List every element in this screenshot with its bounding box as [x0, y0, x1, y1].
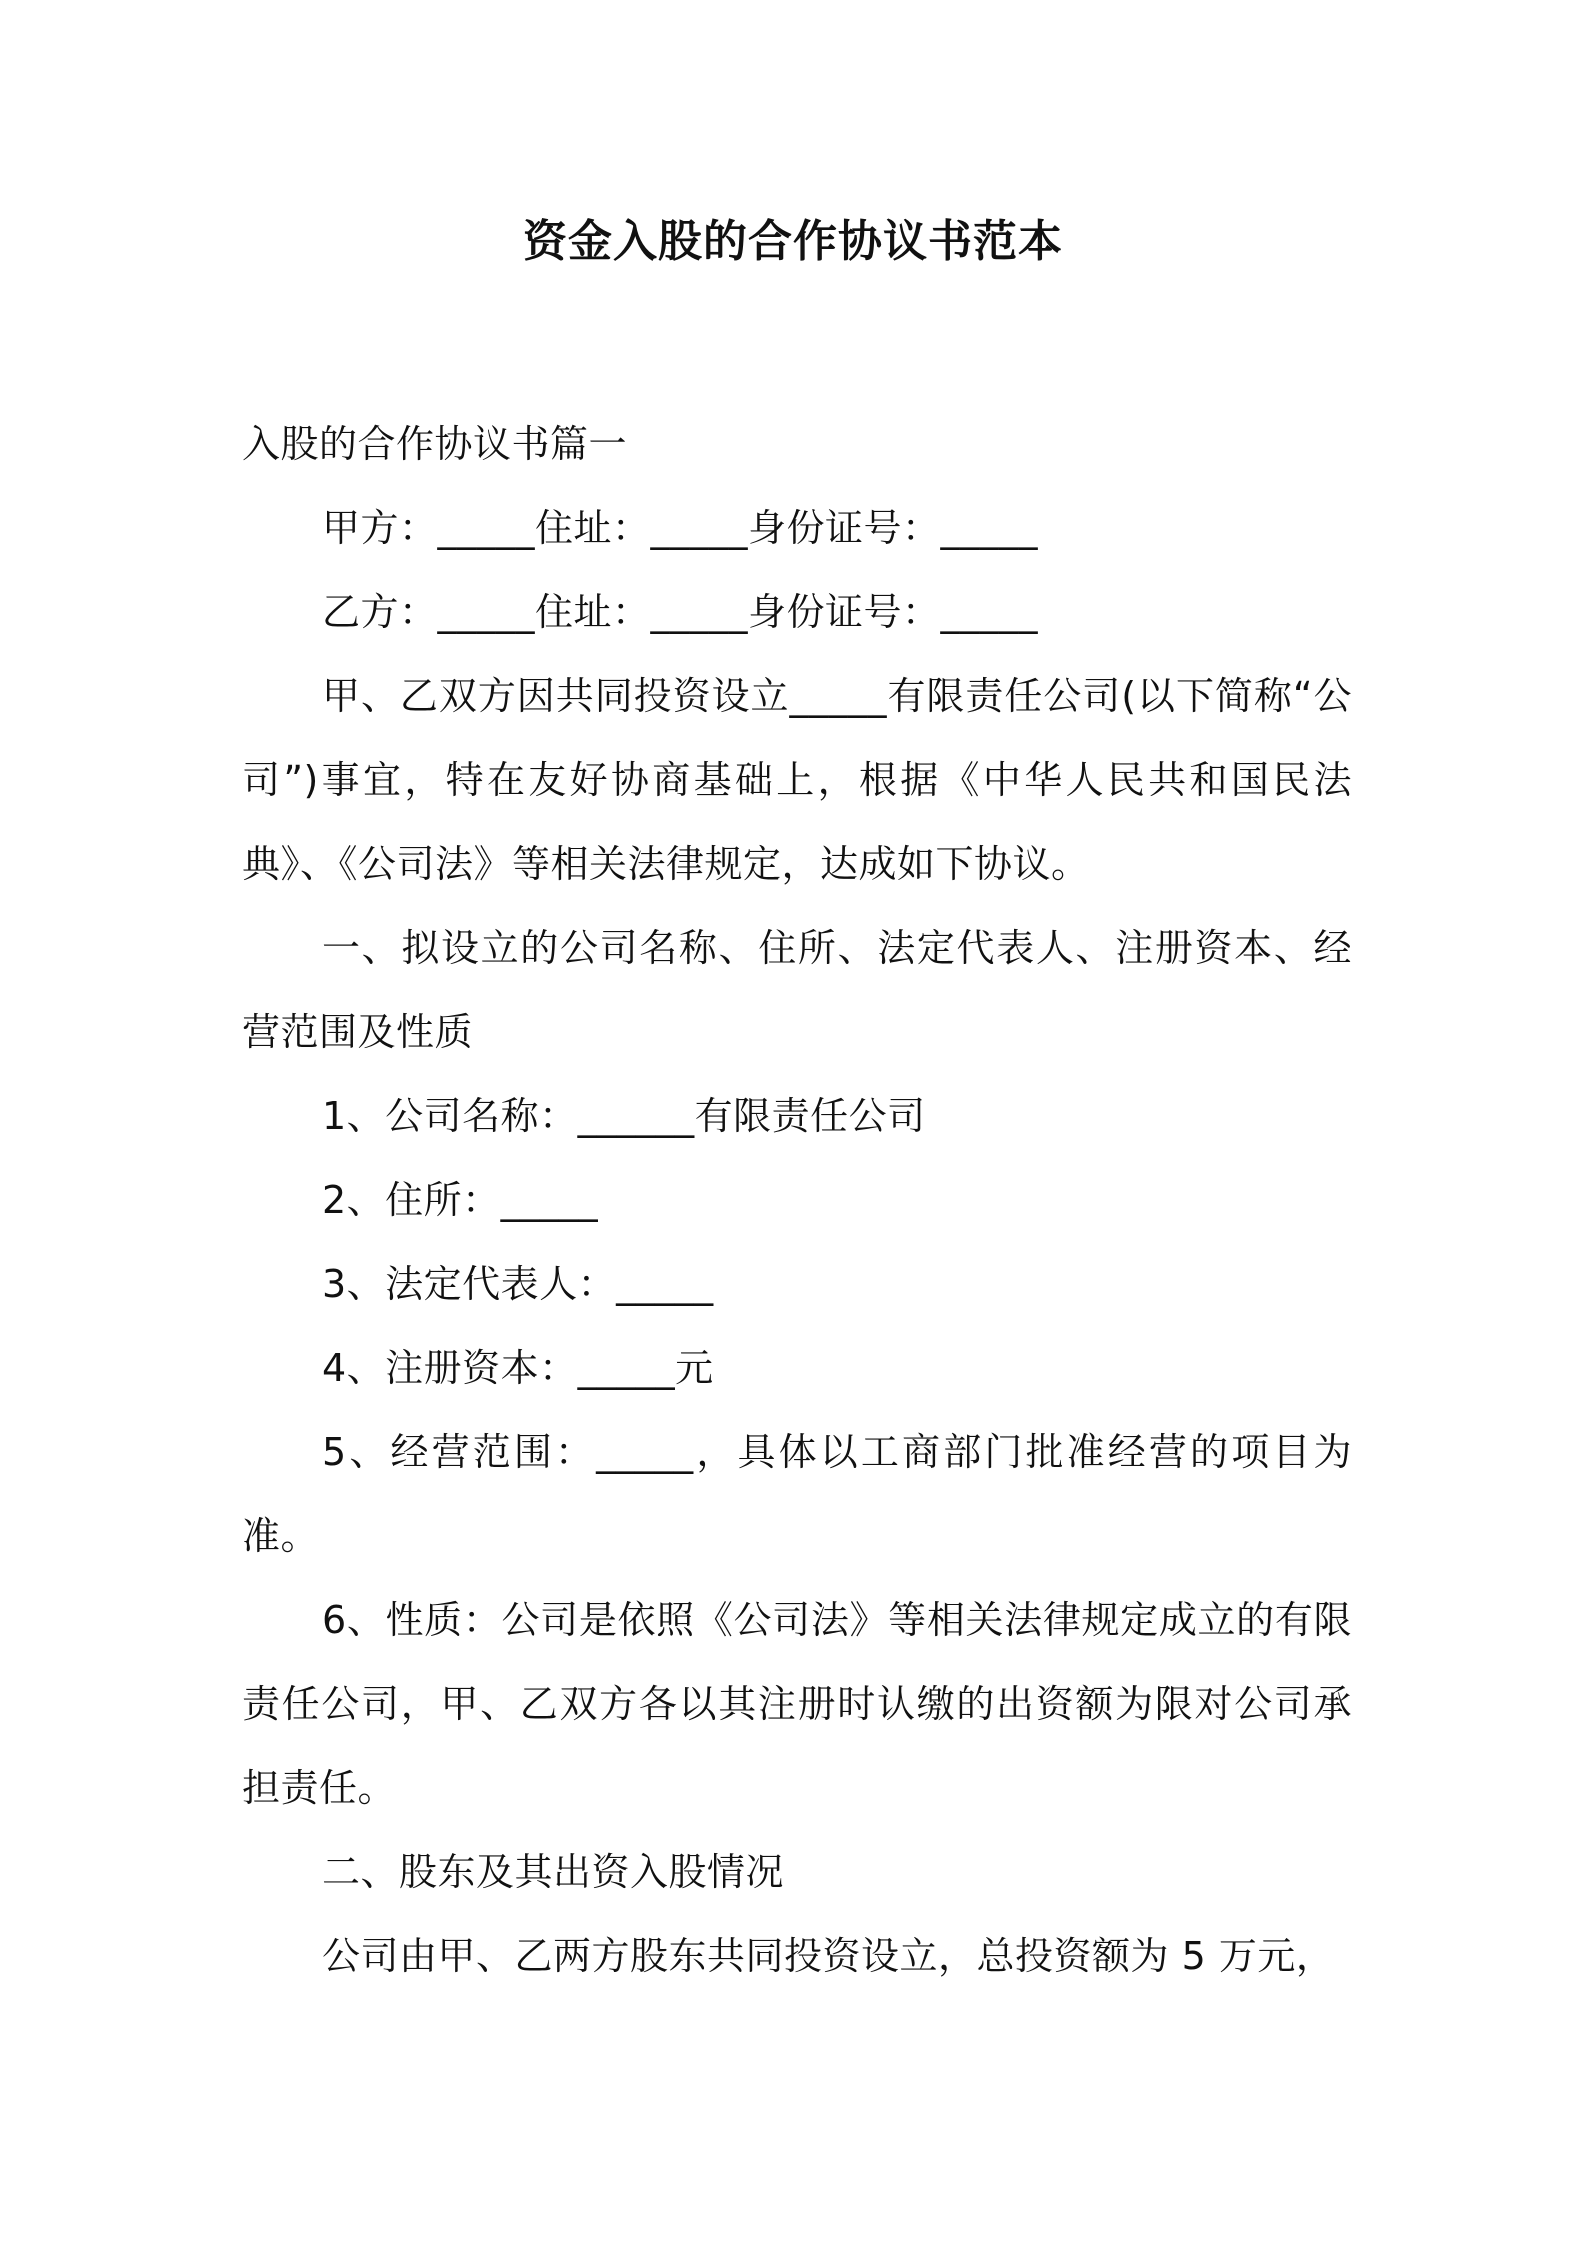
intro-paragraph: 甲、乙双方因共同投资设立_____有限责任公司(以下简称“公司”)事宜，特在友好协商基础上，根据《中华人民共和国民法典》、《公司法》等相关法律规定，达成如下协议。: [242, 674, 1352, 886]
document-title: 资金入股的合作协议书范本: [523, 216, 1063, 267]
item-legal-representative: 3、法定代表人：_____: [322, 1262, 714, 1306]
item-address: 2、住所：_____: [322, 1178, 599, 1222]
article-2-heading: 二、股东及其出资入股情况: [322, 1850, 785, 1894]
section-title: 入股的合作协议书篇一: [242, 422, 628, 466]
document-body: [242, 402, 1352, 1998]
party-a-line: 甲方：_____住址：_____身份证号：_____: [322, 506, 1039, 550]
item-registered-capital: 4、注册资本：_____元: [322, 1346, 714, 1390]
item-nature: 6、性质：公司是依照《公司法》等相关法律规定成立的有限责任公司，甲、乙双方各以其注册时认缴的出资额为限对公司承担责任。: [242, 1598, 1352, 1810]
article-2-text: 公司由甲、乙两方股东共同投资设立，总投资额为 5 万元，: [322, 1934, 1335, 1978]
item-company-name: 1、公司名称：______有限责任公司: [322, 1094, 926, 1138]
item-business-scope: 5、经营范围：_____，具体以工商部门批准经营的项目为准。: [242, 1430, 1352, 1558]
article-1-heading: 一、拟设立的公司名称、住所、法定代表人、注册资本、经营范围及性质: [242, 926, 1352, 1054]
party-b-line: 乙方：_____住址：_____身份证号：_____: [322, 590, 1039, 634]
